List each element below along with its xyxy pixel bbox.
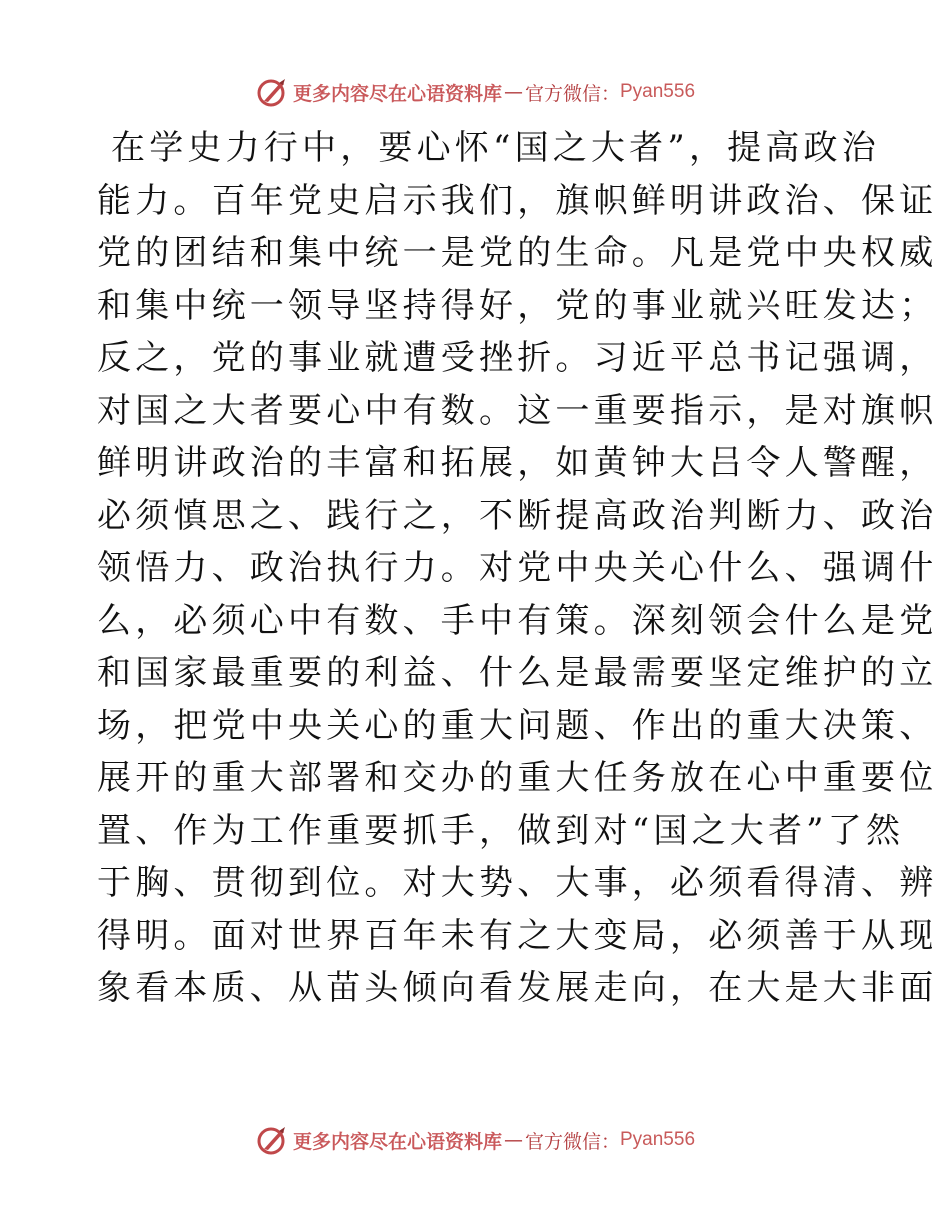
text-line: 必须慎思之、践行之，不断提高政治判断力、政治: [97, 495, 938, 536]
header-banner: [0, 72, 950, 112]
footer-wechat-label: 官方微信：: [524, 1130, 620, 1153]
text-line: 得明。面对世界百年未有之大变局，必须善于从现: [97, 915, 938, 956]
body-text: [97, 122, 938, 1015]
text-line: 领悟力、政治执行力。对党中央关心什么、强调什: [97, 548, 938, 588]
text-line: 场，把党中央关心的重大问题、作出的重大决策、: [97, 705, 938, 746]
quill-logo-icon: [255, 75, 289, 109]
text-line: 于胸、贯彻到位。对大势、大事，必须看得清、辨: [97, 863, 938, 903]
text-line: 展开的重大部署和交办的重大任务放在心中重要位: [97, 758, 938, 798]
header-wechat-handle: Pyan556: [620, 81, 696, 102]
header-separator: —: [503, 81, 523, 103]
header-brand-text: 更多内容尽在心语资料库: [292, 82, 502, 105]
text-line: 鲜明讲政治的丰富和拓展，如黄钟大吕令人警醒，: [97, 443, 938, 483]
text-line: 在学史力行中，要心怀“国之大者”，提高政治: [111, 128, 880, 168]
text-line: 和国家最重要的利益、什么是最需要坚定维护的立: [97, 653, 938, 693]
text-line: 置、作为工作重要抓手，做到对“国之大者”了然: [97, 810, 905, 851]
text-line: 象看本质、从苗头倾向看发展走向，在大是大非面: [97, 968, 938, 1008]
footer-wechat-handle: Pyan556: [620, 1129, 696, 1150]
text-line: 党的团结和集中统一是党的生命。凡是党中央权威: [97, 233, 938, 273]
footer-brand-text: 更多内容尽在心语资料库: [292, 1130, 502, 1153]
quill-logo-icon: [255, 1123, 289, 1157]
text-line: 能力。百年党史启示我们，旗帜鲜明讲政治、保证: [97, 180, 938, 221]
header-wechat-label: 官方微信：: [524, 82, 620, 105]
text-line: 和集中统一领导坚持得好，党的事业就兴旺发达；: [97, 285, 938, 326]
footer-separator: —: [503, 1129, 523, 1151]
text-line: 对国之大者要心中有数。这一重要指示，是对旗帜: [97, 390, 938, 431]
text-line: 反之，党的事业就遭受挫折。习近平总书记强调，: [97, 338, 938, 378]
text-line: 么，必须心中有数、手中有策。深刻领会什么是党: [97, 600, 938, 641]
footer-banner: [0, 1120, 950, 1160]
